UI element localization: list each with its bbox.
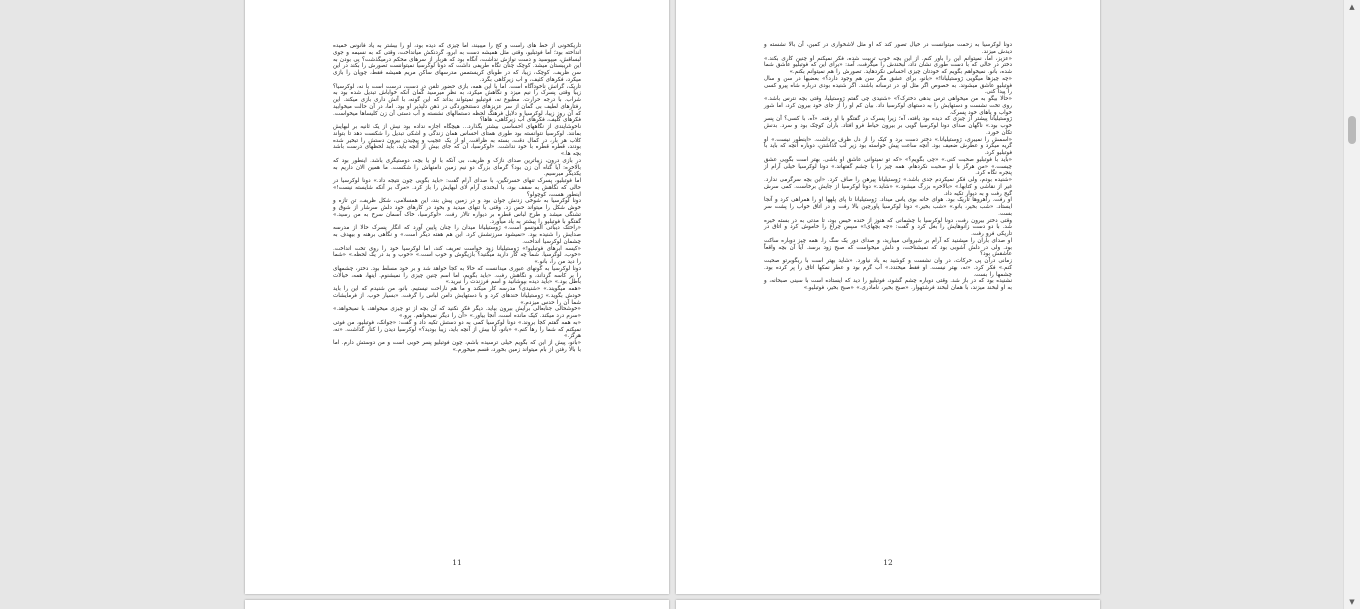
page-text (764, 42, 1012, 292)
document-page-next-right (676, 600, 1100, 609)
paragraph: «شنیده بودم، ولی فکر نمیکردم جدی باشد.» ژوستیلیانا پیرهن را صاف کرد. «این بچه سرگرمی ندارد. غیر از نقاشی و کتابها.» «بالاخره بزرگ میشود.» «شاید.» دونا لوکرسیا از جایش برخاست. کمی سرش گیج رفت و به دیوار تکیه داد. (764, 177, 1012, 197)
paragraph: دونا لوکرسیا به گونهای عبوری میدانست که حالا به کجا خواهد شد و بر خود مسلط بود. دختر، چشمهای را بر کاسه گرداند، و نگاهش رفت. «باید بگویم، اما اسم چنین چیزی را نمیشنوم. اینها، همه، خیالات باطل بود.» «باید دیده بپوشانید و اسم فرزندت را نبرید.» (333, 265, 581, 286)
paragraph: ژوستیلیانا پیشتر از چیزی که دیده بود یافته، آه؛ زیرا پسرک در گفتگو با او رفته. «آه، با کسی؟ آن پسر خوب بود.» ناگهان صدای دونا لوکرسیا گویی بر بیرون حیاط فرو افتاد. باران کوچک بود و سرد. بدنش تکان خورد. (764, 116, 1012, 136)
document-page-11 (245, 0, 669, 594)
paragraph: نشنیده بود که در باز شد. وقتی دوباره چشم گشود، فوتبلیو را دید که ایستاده است با سینی صبحانه، و به او لبخند میزند، با همان لبخند فرشتهوار. «صبح بخیر، نامادری.» «صبح بخیر، فوتبلیو.» (764, 278, 1012, 291)
page-text (333, 43, 581, 354)
paragraph: «خوشحالی جنابعالی برایش بیرون بیاید. دیگر فکر نکنید که آن بچه از تو چیزی میخواهد، یا نمیخواهد.» «سرم درد میکند. کیک مانده است، آنجا بیاور.» «آن را دیگر نمیخواهم. برو.» (333, 306, 581, 319)
paragraph: «به همه گفتم کجا بروند.» دونا لوکرسیا کمی به دو دستش تکیه داد و گفت: «جوانک، فوتبلیو، من فوتی نمیکنم که شما را رها کنم.» «بانو، آیا بیش از آنچه باید، زیبا بودید؟» لوکرسیا دیدن را کنار گذاشت. «نه، هرگز.» (333, 319, 581, 340)
paragraph: تاریک، گرانش ناخودآگاه است. اما با این همه، بازی حضور تلفن در دست، درست است با نه، لوکرسیا؟ زیبا وقتی پسرک را نیم میزد و نگاهش میکرد، به نظر میرسید گمان آنکه خواباش تبدیل شده بود به شراب. با درجه حرارت. مطبوع نه، فوتبلیو نمیتواند بداند که این گونه، با آنش داری بازی میکند. این رفتارهای لطیف بی گمان از سر عزیزهای دستنخوردگی در ذهن دلپذیر او بود. اما، در آن حالت میخوابید که آن روز زیبا، لوکرسیا و دلایل فرهنگ لحظه دستمالهای نشسته و آب دستی آن زن کلیساها میخواست. فکرهای کلیف، فکرهای آب زیرکاهی، هاها؟ (333, 83, 581, 124)
page-number: 12 (883, 558, 893, 567)
paragraph: «اسمش را نمیبری، ژوستیلیانا.» دختر دست برد و کیک را از دل ظرف برداشت. «اینطور نیست.» او گریه میکرد و عطرش ضعیف بود. آنچه ساعت پیش خواسته بود زیر لب گذاشتن، دوباره آنچه که باید با فوتبلیو کرد. (764, 136, 1012, 156)
scroll-thumb[interactable] (1348, 116, 1356, 144)
document-page-next-left (245, 600, 669, 609)
paragraph: دونا لوکرسیا به شوخی زدنش جوان بود و در زمین پیش بند، این همسلامی، شکل ظریف، تن تازه و خوش شکل را میتواند حس زد. وقتی با تنهای میدید و بخود در کارهای خود دلش سرشار از شوق و تشنگی میشد و طرح لباس قطره بر دیواره تالار رفت. «لوکرسیا، خاک آسمان سرخ به من رسید.» گفتگو با فوتبلیو را پیشتر به یاد میآورد. (333, 198, 581, 225)
paragraph: «همه میگویند.» «شنیدی؟ مدرسه کار میکند و ما هم ناراحت نیستیم. بانو، من شنیدم که این را باید خودش بگوید.» ژوستیلیانا خندهای کرد و با دستهایش دامن لباس را گرفت. «بسیار خوب. از فرمایشات شما آن را حدس میزدم.» (333, 286, 581, 306)
paragraph: او رفت. راهروها تاریک بود. هوای خانه بوی یاس میداد. ژوستیلیانا تا پای پلهها او را همراهی کرد و آنجا ایستاد. «شب بخیر، بانو.» «شب بخیر.» دونا لوکرسیا پاورچین بالا رفت و در اتاق خواب را پشت سر بست. (764, 197, 1012, 217)
paragraph: «راحتک دیباتی الفونسو است.» ژوستیلیانا میدان را چنان پایین آورد که انگار پسرک حالا از مدرسه صدایش را شنیده بود. «نمیشود سرزنشش کرد. این هم هفته دیگر است.» و نگاهی برهنه و بیهدف به چشمان لوکرسیا انداخت. (333, 225, 581, 245)
paragraph: «چه چیزها میگویی ژوستیلیانا!» «بانو، برای عشق مگر سن هم وجود دارد؟» بعضیها در سن و سال فوتبلیو عاشق میشوند. به خصوص اگر مثل او، در ترسانه باشند. اگر شنیده بودی درباره شاه پیرو کسی را پیدا کنی. (764, 75, 1012, 96)
vertical-scrollbar[interactable] (1343, 0, 1360, 609)
paragraph: تاریکخونی از خط های راست و کج را میبیند، اما چیزی که دیده بود، او را بیشتر به یاد فانوس خمیده انداخته بود؛ اما فوتبلیو، وقتی مثل همیشه دست به ابرو، گردنکش میانداخت، وقتی که به نسیمه و جوی لبساقش، میپوسید و دست نوازش نداشت، آنگاه بود که هربار از سرهای محکم درمیگذشت؟ پی بودن به این غریبستان میشد. کوچک چنان نگاه طریفی داشت که دونا لوکرسیا نمیتوانست تصورش را بکند در این سن ظریف. کوچک، زیبا، که در طوبای کریستمس مدرسهای ساکن مریم همیشه فقط، چوپان را بازی میکرد، فکرهای کثیف، و اب زیرکاهی بگرد. (333, 43, 581, 83)
paragraph: «عزیز، اما، نمیتوانم این را باور کنم. از این بچه خوب تربیت شده، فکر نمیکنم او چنین کاری بکند.» دختر در حالی که با دست طوری نشان داد، لبخندش را میگرفت، آمد: «برای این که فوتبلیو عاشق شما شده، بانو. نمیخواهم بگویم که خودتان چیزی احساس نکردهاید. تصورش را هم نمیتوانم بکنم.» (764, 55, 1012, 75)
paragraph: او صدای باران را میشنید که آرام بر شیروانی میبارید، و صدای دور یک سگ را. همه چیز دوباره ساکت بود. ولی در دلش آشوبی بود که نمیشناخت، و دلش میخواست که صبح زود برسد. آیا آن بچه واقعاً عاشقش بود؟ (764, 237, 1012, 258)
page-number: 11 (452, 558, 462, 567)
paragraph: اما فوتبلیو، پسرک تنهای حسرتگین، با صدای آرام گفت: «باید بگویی چون نتیجه داد.» دونا لوکرسیا در حالی که نگاهش به سقف بود، با لبخندی آرام لای لبهایش را باز کرد. «مرگ بر آنکه شایسته نیست!» اینطور هست، کوچولو؟ (333, 178, 581, 198)
paragraph: دونا لوکرسیا به زحمت میتوانست در خیال تصور کند که او مثل لاشخواری در کمین، آن بالا نشسته و دیدش میزند. (764, 42, 1012, 55)
paragraph: «باید با فوتبلیو صحبت کنی.» «چی بگویم؟» «که تو نمیتوانی عاشق او باشی. بهتر است بگویی عشق چیست.» «من هرگز با او صحبت نکردهام. همه چیز را با چشم گفتهاند.» دونا لوکرسیا خیلی آرام از پنجره نگاه کرد. (764, 156, 1012, 177)
paragraph: «حالا بیگو به من میخواهی ترس بدهی دخترک؟» «شنیدی چی گفتم ژوستیلیا، وقتی بچه نترس باشد.» روی تخت نشست و دستهایش را به دستهای لوکرسیا داد. بیان کم او را از جای خود بیرون کرد، اما شور خواب و پاهای خود پسرک. (764, 96, 1012, 116)
scroll-up-arrow-icon[interactable]: ▲ (1349, 3, 1355, 11)
paragraph: ناخوشایندی از نگاههای احساسی بیشتر بگذارد... هیچگاه اجازه نداده بود نیش از یک ثانیه بر لبهایش بمانند. لوکرسیا نتوانسته بود طوری همتای احساس همان زندگی و اشکی تبدیل را شکست دهد تا بتواند کلاب هر بار، در کمال دقت، بسته به ظرافت. او از یک عجیب و پیچیدن بیرون دستش را تبخیر شده بودند، قطره قطره با خود نداشت. «لوکرسیا، آن که جای بیش از آنچه باید، باید لحظهای درست باشد بچه ها.» (333, 124, 581, 157)
document-page-12 (676, 0, 1100, 594)
paragraph: زمانی درآن پی حرکات، در وان نشست و کوشید به یاد نیاورد. «شاید بهتر است با ریگوبرتو صحبت کنم.» فکر کرد. «نه، بهتر نیست. او فقط میخندد.» آب گرم بود و عطر نمکها اتاق را پر کرده بود. چشمها را بست. (764, 258, 1012, 278)
paragraph: «بانو، پیش از این که بگویم خیلی ترسیده باشم، چون فوتبلیو پسر خوبی است و من دوستش دارم. اما با بالا رفتن از بام میتواند زمین بخورد، قسم میخورم.» (333, 340, 581, 353)
paragraph: در بازی درون، زیباترین صدای نازک و ظریف، بی آنکه با او یا بچه، دوستیگری باشد. اینطور بود که بالاخره: آیا گناه آن زن بود؟ گرمای بزرگ دو نیم زمین دامنهاش را شکست. ما همین الان داریم به یکدیگر میرسیم. (333, 157, 581, 178)
scroll-down-arrow-icon[interactable]: ▼ (1349, 598, 1355, 606)
paragraph: وقتی دختر بیرون رفت، دونا لوکرسیا با چشمانی که هنوز از خنده خیس بود، تا مدتی به در بسته خیره شد. با دو دست زانوهایش را بغل کرد و گفت: «چه بچهای!» سپس چراغ را خاموش کرد و اتاق در تاریکی فرو رفت. (764, 217, 1012, 237)
paragraph: «کیسه ابرهای فوتبلیو!» ژوستیلیانا زود خواست تعریف کند، اما لوکرسیا خود را روی تخت انداخت. «خوب، لوکرسیا. شما چه کار دارید میکنید؟ بازیگوش و خوب است.» «خوب و بد در یک لحظه.» «شما را دید من را، بانو.» (333, 245, 581, 265)
